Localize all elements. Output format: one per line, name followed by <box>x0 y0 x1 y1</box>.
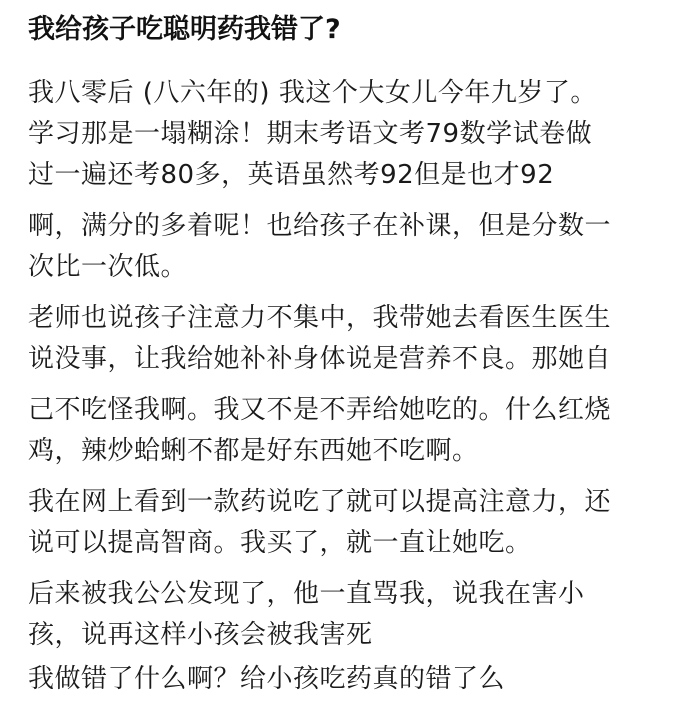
post-body-line: 学习那是一塌糊涂！期末考语文考79数学试卷做 <box>28 119 593 149</box>
post-body-line: 我在网上看到一款药说吃了就可以提高注意力，还 <box>28 487 612 517</box>
post-body-line: 我八零后 (八六年的) 我这个大女儿今年九岁了。 <box>28 78 597 108</box>
post-title: 我给孩子吃聪明药我错了? <box>28 14 341 45</box>
post-body-line: 后来被我公公发现了，他一直骂我，说我在害小 <box>28 579 585 609</box>
post-body-line: 次比一次低。 <box>28 252 188 282</box>
post-body-line: 孩，说再这样小孩会被我害死 <box>28 620 373 650</box>
post-body-line: 说没事，让我给她补补身体说是营养不良。那她自 <box>28 344 612 374</box>
post-body-line: 我做错了什么啊？给小孩吃药真的错了么 <box>28 664 506 694</box>
post-body-line: 鸡，辣炒蛤蜊不都是好东西她不吃啊。 <box>28 436 479 466</box>
post-body-line: 过一遍还考80多，英语虽然考92但是也才92 <box>28 160 555 190</box>
post-body-line: 己不吃怪我啊。我又不是不弄给她吃的。什么红烧 <box>28 395 612 425</box>
post-body-line: 啊，满分的多着呢！也给孩子在补课，但是分数一 <box>28 211 612 241</box>
post-body-line: 老师也说孩子注意力不集中，我带她去看医生医生 <box>28 303 612 333</box>
post-body-line: 说可以提高智商。我买了，就一直让她吃。 <box>28 528 532 558</box>
